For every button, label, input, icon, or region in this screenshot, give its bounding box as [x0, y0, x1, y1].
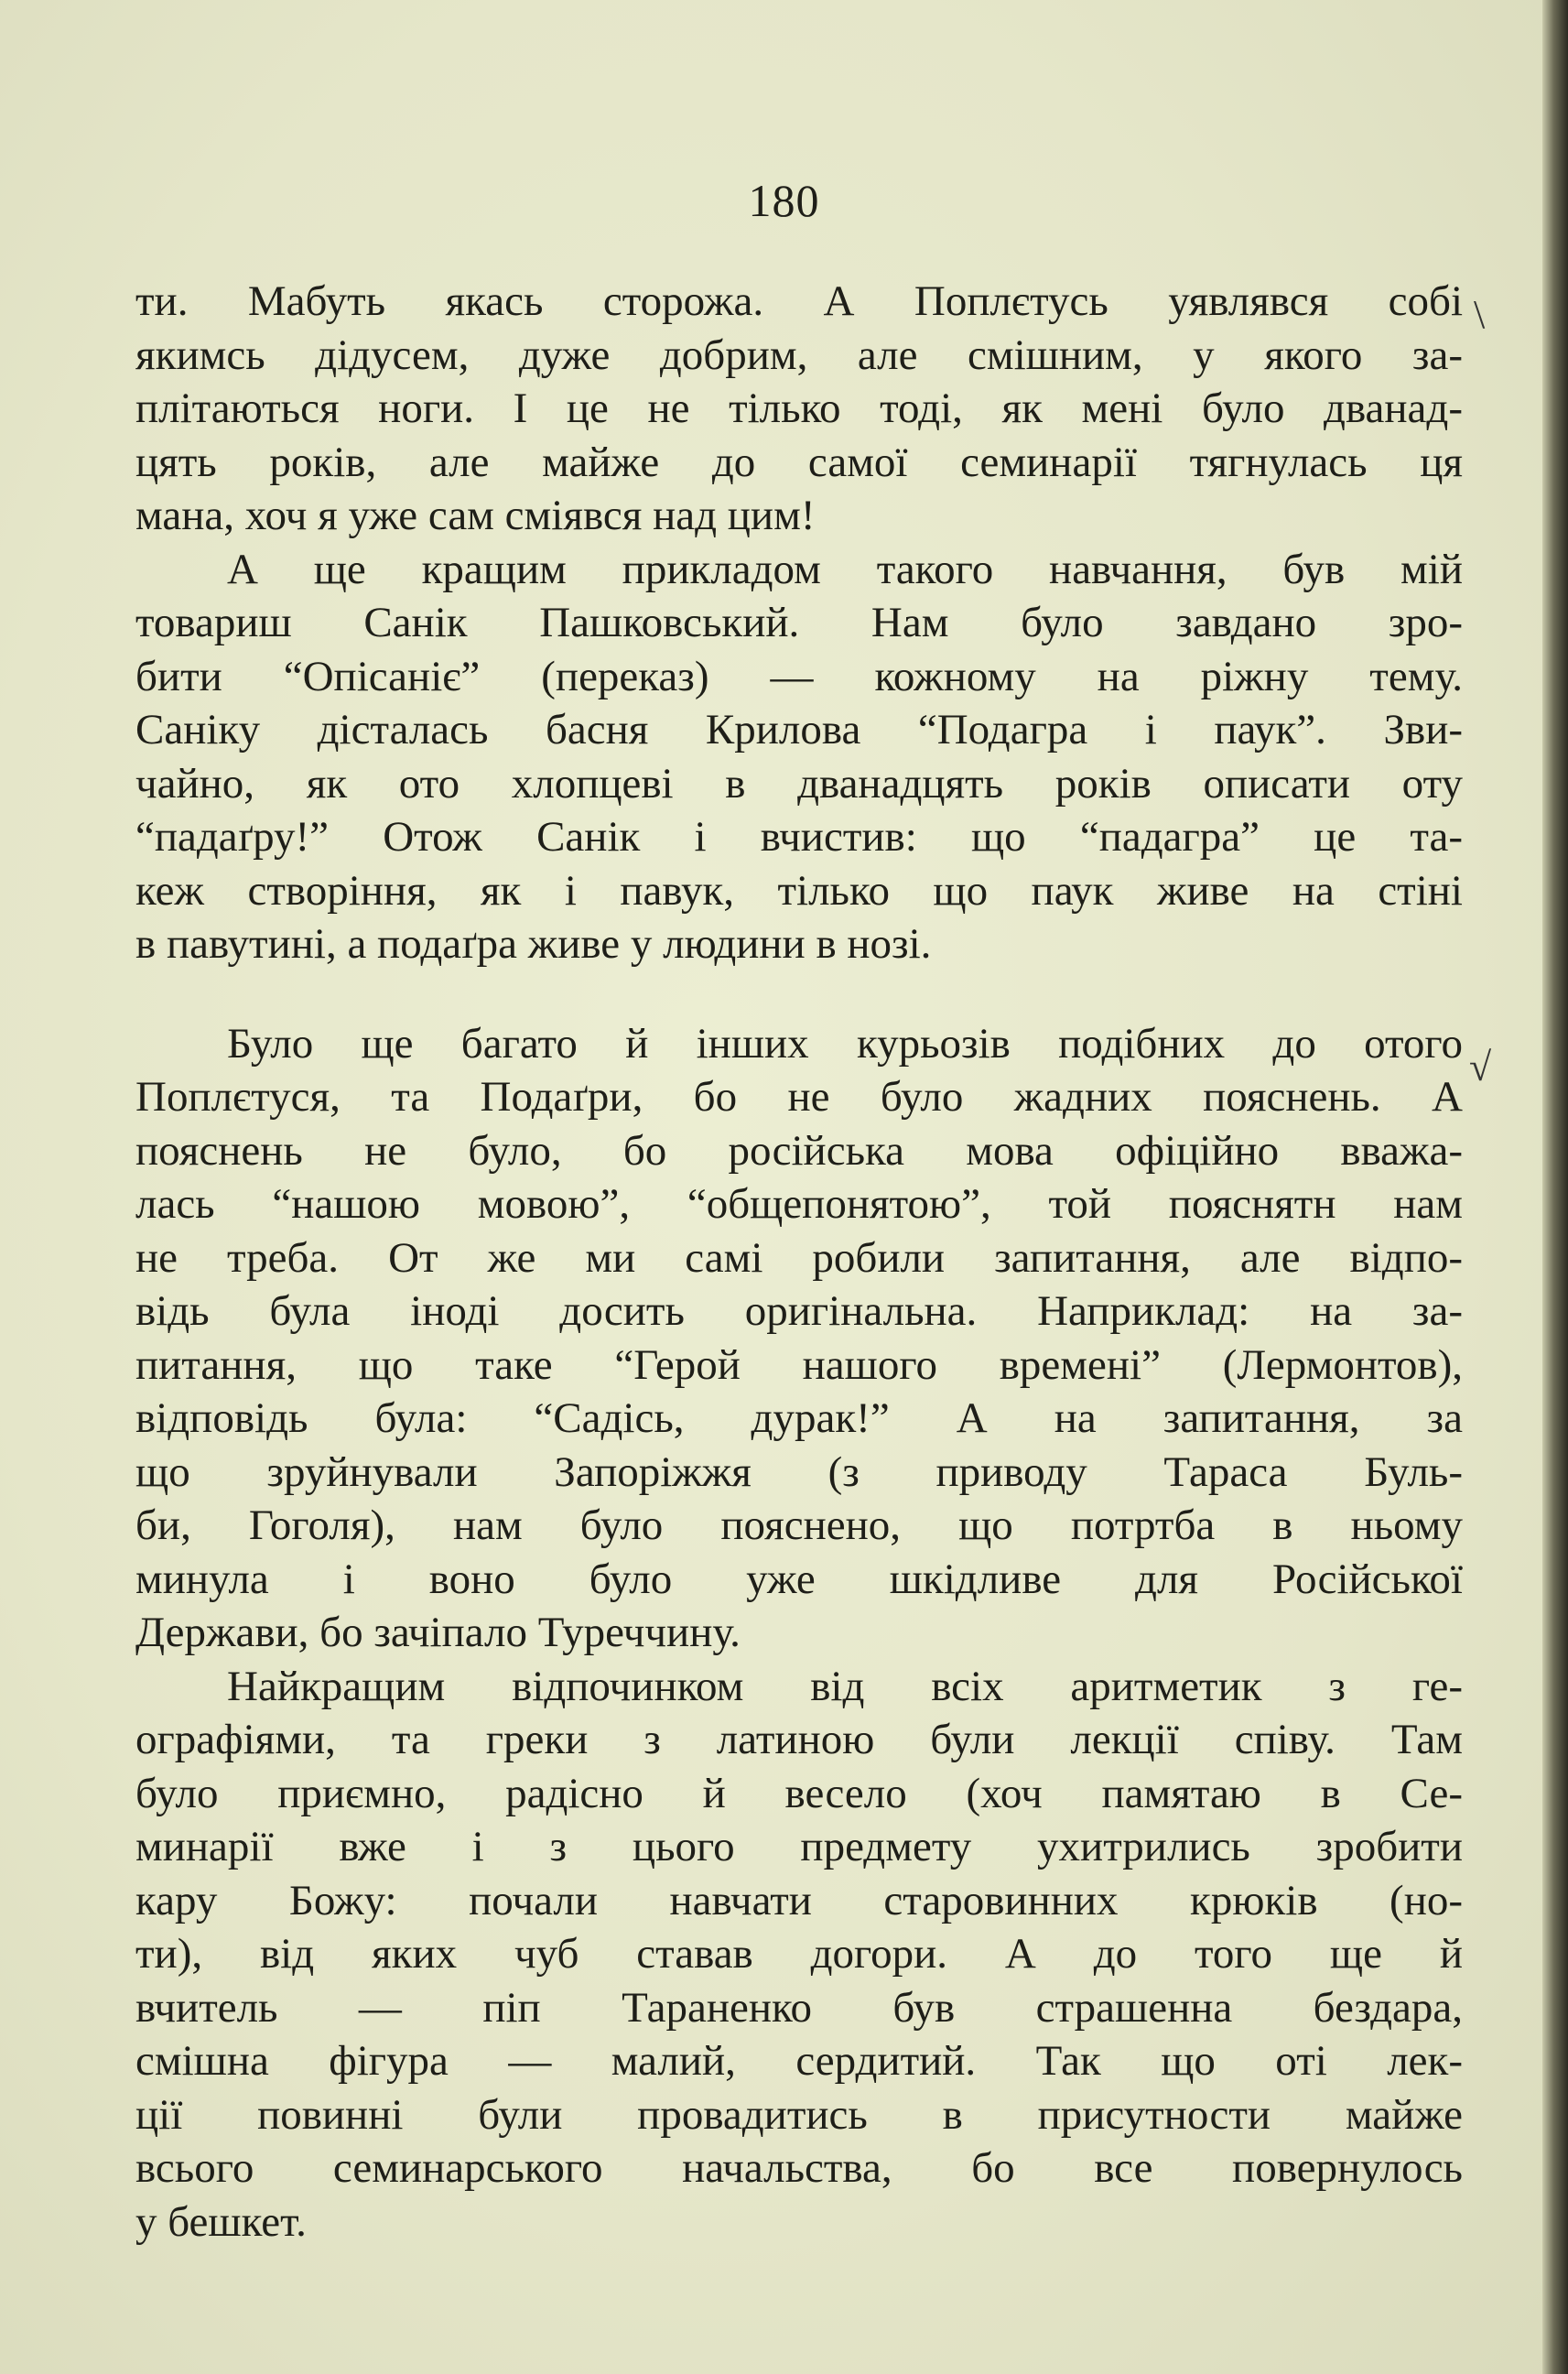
text-line: мана, хоч я уже сам сміявся над цим!	[135, 492, 816, 539]
paragraph-4	[135, 1660, 1463, 2249]
text-line: питання, що таке “Герой нашого времені” (Лермонтов),	[135, 1340, 1463, 1389]
body-text	[135, 275, 1463, 2249]
text-line: минула і воно було уже шкідливе для Російської	[135, 1555, 1463, 1603]
paragraph-2	[135, 543, 1463, 971]
text-line: в павутині, а подаґра живе у людини в нозі.	[135, 920, 932, 968]
page-edge-shadow	[1542, 0, 1568, 2374]
paragraph-1	[135, 275, 1463, 543]
text-line: вчитель — піп Тараненко був страшенна бездара,	[135, 1983, 1463, 2032]
text-line: товариш Санік Пашковський. Нам було завдано зро-	[135, 599, 1463, 646]
text-line: всього семинарського начальства, бо все повернулось	[135, 2144, 1463, 2192]
text-line: цять років, але майже до самої семинарії тягнулась ця	[135, 438, 1463, 486]
text-line: не треба. От же ми самі робили запитання, але відпо-	[135, 1233, 1463, 1282]
text-line: лась “нашою мовою”, “общепонятою”, той пояснятн нам	[135, 1180, 1463, 1228]
margin-pencil-mark: \	[1474, 292, 1486, 337]
text-line: кару Божу: почали навчати старовинних крюків (но-	[135, 1876, 1463, 1924]
text-line: пояснень не було, бо російська мова офіційно вважа-	[135, 1126, 1463, 1175]
text-line: би, Гоголя), нам було пояснено, що потртба в ньому	[135, 1501, 1463, 1549]
text-line: відь була іноді досить оригінальна. Наприклад: на за-	[135, 1287, 1463, 1335]
text-line: бити “Опісаніє” (переказ) — кожному на ріжну тему.	[135, 652, 1463, 700]
text-line: було приємно, радісно й весело (хоч памятаю в Се-	[135, 1769, 1463, 1817]
text-line: Саніку дісталась басня Крилова “Подагра і паук”. Зви-	[135, 706, 1463, 753]
text-line: ти. Мабуть якась сторожа. А Поплєтусь уявлявся собі	[135, 277, 1463, 325]
text-line: Було ще багато й інших курьозів подібних до отого	[227, 1019, 1463, 1068]
text-line: у бешкет.	[135, 2197, 307, 2246]
text-line: чайно, як ото хлопцеві в дванадцять років описати оту	[135, 759, 1463, 808]
text-line: ографіями, та греки з латиною були лекції співу. Там	[135, 1716, 1463, 1763]
text-line: якимсь дідусем, дуже добрим, але смішним, у якого за-	[135, 331, 1463, 379]
text-line: ції повинні були провадитись в присутности майже	[135, 2090, 1463, 2139]
text-line: Поплєтуся, та Подаґри, бо не було жадних пояснень. А	[135, 1073, 1463, 1121]
text-line: ти), від яких чуб ставав догори. А до того ще й	[135, 1930, 1463, 1978]
text-line: смішна фігура — малий, сердитий. Так що оті лек-	[135, 2037, 1463, 2085]
text-line: що зруйнували Запоріжжя (з приводу Тараса Буль-	[135, 1447, 1463, 1496]
text-line: “падаґру!” Отож Санік і вчистив: що “падагра” це та-	[135, 813, 1463, 861]
text-line: минарії вже і з цього предмету ухитрились зробити	[135, 1823, 1463, 1870]
text-line: А ще кращим прикладом такого навчання, був мій	[227, 545, 1463, 593]
paragraph-3	[135, 1017, 1463, 1660]
text-line: плітаються ноги. І це не тілько тоді, як мені було дванад-	[135, 385, 1463, 432]
page-number: 180	[748, 175, 820, 226]
text-line: відповідь була: “Садісь, дурак!” А на запитання, за	[135, 1394, 1463, 1442]
text-line: Найкращим відпочинком від всіх аритметик з ге-	[227, 1662, 1463, 1710]
margin-check-mark: √	[1469, 1045, 1492, 1089]
text-line: кеж створіння, як і павук, тілько що паук живе на стіні	[135, 866, 1463, 915]
text-line: Держави, бо зачіпало Туреччину.	[135, 1609, 741, 1656]
